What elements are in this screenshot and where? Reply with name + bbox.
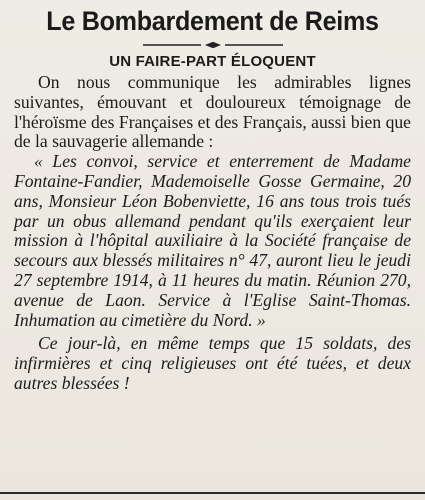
article-quote: « Les convoi, service et enterrement de Madame Fontaine-Fandier, Mademoiselle Gosse Germaine, 20 ans, Monsieur Léon Bobenviette, 16 ans tous trois tués par un obus allemand pendant qu'ils exerçaient leur mission à l'hôpital auxiliaire à la Société française de secours aux blessés militaires n° 47, auront lieu le jeudi 27 septembre 1914, à 11 heures du matin. Réunion 270, avenue de Laon. Service à l'Eglise Saint-Thomas. Inhumation au cimetière du Nord. » (14, 151, 411, 330)
article-subhead: UN FAIRE-PART ÉLOQUENT (109, 53, 316, 70)
decorative-rule (143, 41, 283, 49)
article-closing: Ce jour-là, en même temps que 15 soldats, des infirmières et cinq religieuses ont été tuées, et deux autres blessées ! (14, 333, 411, 393)
bottom-rule (0, 492, 425, 494)
article-intro: On nous communique les admirables lignes suivantes, émouvant et douloureux témoignage de l'héroïsme des Françaises et des Français, aussi bien que de la sauvagerie allemande : (14, 72, 411, 152)
article-headline: Le Bombardement de Reims (46, 6, 379, 36)
headline-rule-wrap (14, 41, 411, 49)
